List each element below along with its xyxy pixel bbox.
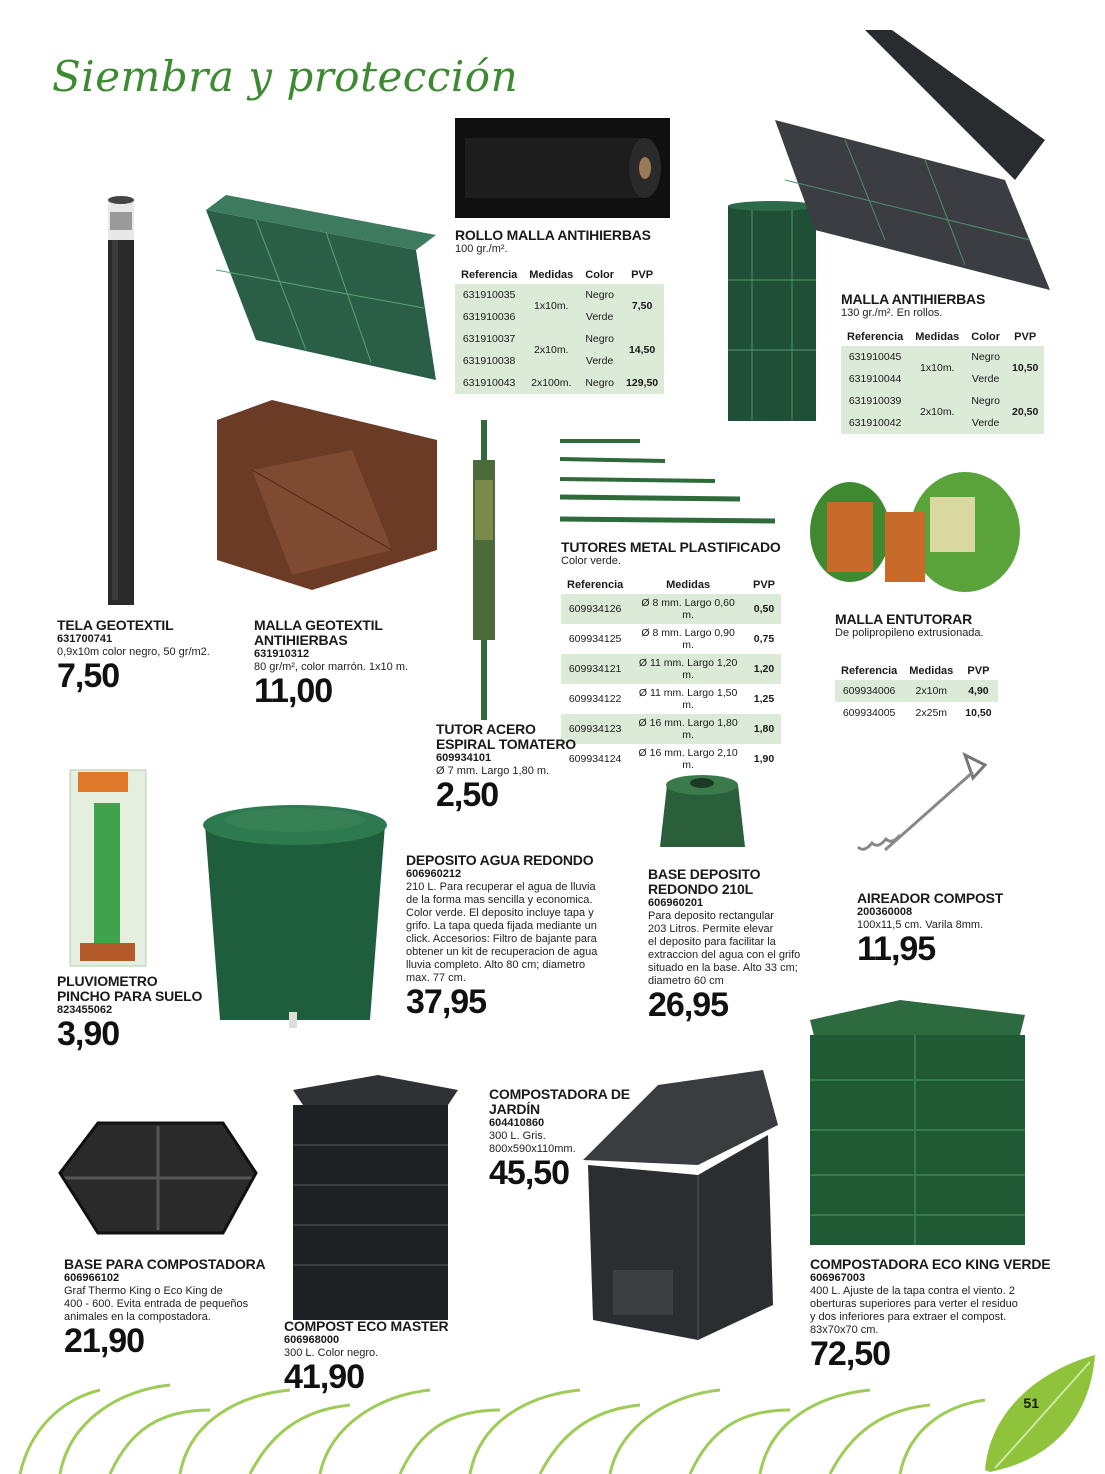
cell-size: Ø 11 mm. Largo 1,50 m. [638, 687, 738, 711]
product-tela-geotextil [57, 618, 247, 693]
cell-color: Negro [965, 346, 1006, 368]
spec-table [455, 266, 664, 394]
product-pluviometro [57, 974, 247, 1051]
desc-line: y dos inferiores para extraer el compost. [810, 1311, 1007, 1323]
cell-color: Verde [579, 350, 620, 372]
product-price: 26,95 [648, 986, 729, 1024]
product-price: 21,90 [64, 1322, 145, 1360]
product-desc: Ø 7 mm. Largo 1,80 m. [436, 765, 550, 777]
cell-size: 2x10m. [523, 328, 579, 372]
product-rollo-malla [455, 228, 670, 394]
cell-size: 2x10m. [909, 390, 965, 434]
col-header: Referencia [567, 579, 624, 591]
cell-ref: 609934124 [568, 753, 622, 765]
desc-line: animales en la compostadora. [64, 1311, 211, 1323]
col-header: Color [585, 269, 615, 281]
base-compostadora-image [58, 1118, 258, 1238]
malla-marron-image [212, 400, 437, 590]
desc-line: Color verde. El deposito incluye tapa y [406, 907, 594, 919]
cell-ref: 609934123 [561, 714, 629, 744]
base-deposito-image [655, 765, 750, 855]
product-name: MALLA ANTIHIERBAS [841, 291, 986, 307]
desc-line: 83x70x70 cm. [810, 1324, 879, 1336]
product-name: BASE DEPOSITO [648, 866, 761, 882]
product-ref: 823455062 [57, 1004, 113, 1016]
product-name-line2: REDONDO 210L [648, 881, 753, 897]
cell-price: 10,50 [1006, 346, 1044, 390]
table-row [455, 284, 664, 306]
cell-ref: 631910038 [455, 350, 523, 372]
col-header: PVP [631, 269, 654, 281]
col-header: Referencia [461, 269, 518, 281]
product-name-line2: ANTIHIERBAS [254, 632, 348, 648]
desc-line: 400 L. Ajuste de la tapa contra el viento. 2 [810, 1285, 1015, 1297]
desc-line: 400 - 600. Evita entrada de pequeños [64, 1298, 249, 1310]
table-row [561, 654, 781, 684]
desc-line: oberturas superiores para verter el residuo [810, 1298, 1018, 1310]
cell-color: Negro [579, 284, 620, 306]
product-aireador [857, 891, 1037, 966]
desc-line: 210 L. Para recuperar el agua de lluvia [406, 881, 596, 893]
tutores-metal-image [555, 435, 780, 527]
cell-ref: 631910035 [455, 284, 523, 306]
cell-price: 1,90 [753, 753, 775, 765]
product-ref: 200360008 [857, 906, 913, 918]
cell-ref: 631910036 [455, 306, 523, 328]
cell-size: Ø 11 mm. Largo 1,20 m. [629, 654, 747, 684]
product-price: 2,50 [436, 776, 499, 814]
table-row [835, 702, 998, 724]
product-ref: 609934101 [436, 752, 492, 764]
cell-price: 14,50 [620, 328, 664, 372]
cell-size: 2x10m [903, 680, 959, 702]
desc-line: 300 L. Gris. [489, 1130, 546, 1142]
product-ref: 606960212 [406, 868, 462, 880]
product-name: DEPOSITO AGUA REDONDO [406, 852, 594, 868]
product-name: TELA GEOTEXTIL [57, 617, 174, 633]
table-row [561, 624, 781, 654]
product-price: 72,50 [810, 1335, 891, 1373]
product-name: COMPOST ECO MASTER [284, 1318, 449, 1334]
product-desc: 300 L. Color negro. [284, 1347, 379, 1359]
aireador-compost-image [855, 750, 990, 880]
desc-line: el deposito para facilitar la [648, 936, 776, 948]
product-name: COMPOSTADORA ECO KING VERDE [810, 1256, 1051, 1272]
cell-ref: 631910042 [841, 412, 909, 434]
product-name: TUTORES METAL PLASTIFICADO [561, 539, 781, 555]
compost-eco-master-image [283, 1075, 463, 1325]
cell-ref: 609934121 [561, 654, 629, 684]
cell-price: 129,50 [620, 372, 664, 394]
cell-size: 1x10m. [909, 346, 965, 390]
product-name: MALLA GEOTEXTIL [254, 617, 383, 633]
col-header: Referencia [841, 665, 898, 677]
cell-size: Ø 8 mm. Largo 0,60 m. [629, 594, 747, 624]
cell-color: Verde [965, 412, 1006, 434]
col-header: PVP [1014, 331, 1037, 343]
desc-line: max. 77 cm. [406, 972, 466, 984]
product-name: COMPOSTADORA DE [489, 1086, 630, 1102]
product-ref: 631910312 [254, 648, 310, 660]
cell-ref: 609934126 [561, 594, 629, 624]
rollo-malla-image [455, 118, 670, 218]
malla-negra-roll-image [775, 30, 1050, 290]
spec-table [835, 662, 998, 724]
cell-price: 4,90 [959, 680, 997, 702]
desc-line: click. Accesorios: Filtro de bajante para [406, 933, 597, 945]
cell-ref: 609934122 [568, 693, 622, 705]
cell-color: Negro [579, 328, 620, 350]
product-price: 11,00 [254, 672, 333, 710]
pluviometro-image [68, 768, 148, 968]
product-ref: 606960201 [648, 897, 704, 909]
product-name: AIREADOR COMPOST [857, 890, 1004, 906]
product-base-deposito [648, 867, 828, 1022]
desc-line: obtener un kit de recuperacion de agua [406, 946, 598, 958]
cell-ref: 609934125 [568, 633, 622, 645]
cell-ref: 631910045 [841, 346, 909, 368]
product-name: PLUVIOMETRO [57, 973, 158, 989]
cell-color: Verde [965, 368, 1006, 390]
cell-size: 2x25m [915, 707, 948, 719]
desc-line: lluvia completo. Alto 80 cm; diametro [406, 959, 586, 971]
product-name-line2: PINCHO PARA SUELO [57, 988, 203, 1004]
cell-ref: 609934006 [835, 680, 903, 702]
cell-price: 1,25 [753, 693, 775, 705]
table-row [841, 390, 1044, 412]
cell-size: Ø 16 mm. Largo 2,10 m. [638, 747, 738, 771]
cell-ref: 631910043 [455, 372, 523, 394]
malla-entutorar-image [805, 462, 1020, 602]
col-header: Medidas [529, 269, 574, 281]
cell-size: 1x10m. [523, 284, 579, 328]
cell-price: 0,75 [753, 633, 775, 645]
product-name: ROLLO MALLA ANTIHIERBAS [455, 227, 651, 243]
grass-leaf-footer [0, 1340, 1105, 1474]
product-name: TUTOR ACERO [436, 721, 536, 737]
page-number: 51 [1023, 1395, 1039, 1411]
product-price: 11,95 [857, 930, 936, 968]
cell-size: 2x100m. [523, 372, 579, 394]
tela-geotextil-image [100, 190, 145, 615]
product-malla-entutorar [835, 612, 1035, 724]
desc-line: extraccion del agua con el grifo [648, 949, 801, 961]
desc-line: diametro 60 cm [648, 975, 724, 987]
desc-line: situado en la base. Alto 33 cm; [648, 962, 798, 974]
product-malla-antihierbas [841, 292, 1051, 434]
product-name: BASE PARA COMPOSTADORA [64, 1256, 266, 1272]
col-header: PVP [967, 665, 990, 677]
cell-ref: 631910044 [841, 368, 909, 390]
col-header: Medidas [915, 331, 960, 343]
product-desc: 80 gr/m², color marrón. 1x10 m. [254, 661, 409, 673]
product-desc: 100 gr./m². [455, 243, 508, 255]
product-ref: 606967003 [810, 1272, 866, 1284]
col-header: Referencia [847, 331, 904, 343]
cell-color: Verde [579, 306, 620, 328]
cell-size: Ø 8 mm. Largo 0,90 m. [641, 627, 735, 651]
product-deposito [406, 853, 606, 1019]
product-price: 7,50 [57, 657, 120, 695]
table-row [455, 328, 664, 350]
page-title: Siembra y protección [52, 52, 519, 101]
cell-price: 0,50 [747, 594, 781, 624]
col-header: PVP [752, 579, 775, 591]
product-ref: 631700741 [57, 633, 113, 645]
product-desc: 0,9x10m color negro, 50 gr/m2. [57, 646, 210, 658]
table-row [561, 594, 781, 624]
product-desc: 100x11,5 cm. Varila 8mm. [857, 919, 984, 931]
cell-price: 20,50 [1006, 390, 1044, 434]
col-header: Color [971, 331, 1001, 343]
malla-verde-roll-image [196, 190, 446, 380]
compostadora-eco-king-image [805, 1000, 1030, 1250]
cell-price: 10,50 [965, 707, 992, 719]
product-compostadora-jardin [489, 1087, 639, 1190]
cell-color: Negro [579, 372, 620, 394]
product-ref: 606966102 [64, 1272, 120, 1284]
desc-line: 203 Litros. Permite elevar [648, 923, 774, 935]
cell-ref: 631910039 [841, 390, 909, 412]
product-tutor-acero [436, 722, 626, 812]
product-name-line2: ESPIRAL TOMATERO [436, 736, 576, 752]
cell-price: 1,80 [747, 714, 781, 744]
desc-line: 800x590x110mm. [489, 1143, 576, 1155]
product-price: 45,50 [489, 1154, 570, 1192]
cell-color: Negro [965, 390, 1006, 412]
product-name-line2: JARDÍN [489, 1101, 540, 1117]
spec-table [841, 328, 1044, 434]
product-ref: 604410860 [489, 1117, 545, 1129]
product-price: 3,90 [57, 1015, 120, 1053]
product-price: 41,90 [284, 1358, 365, 1396]
table-row [561, 684, 781, 714]
product-malla-geotextil [254, 618, 444, 708]
cell-ref: 631910037 [455, 328, 523, 350]
desc-line: de la forma mas sencilla y economica. [406, 894, 593, 906]
product-desc: 130 gr./m². En rollos. [841, 307, 943, 319]
tutor-espiral-image [465, 420, 505, 720]
desc-line: Graf Thermo King o Eco King de [64, 1285, 223, 1297]
product-name: MALLA ENTUTORAR [835, 611, 972, 627]
desc-line: grifo. La tapa queda fijada mediante un [406, 920, 597, 932]
table-row [455, 372, 664, 394]
product-desc: De polipropileno extrusionada. [835, 627, 984, 639]
product-price: 37,95 [406, 983, 487, 1021]
product-ref: 606968000 [284, 1334, 340, 1346]
cell-price: 7,50 [620, 284, 664, 328]
product-desc: Color verde. [561, 555, 621, 567]
desc-line: Para deposito rectangular [648, 910, 774, 922]
cell-size: Ø 16 mm. Largo 1,80 m. [629, 714, 747, 744]
col-header: Medidas [666, 579, 711, 591]
table-row [835, 680, 998, 702]
table-row [841, 346, 1044, 368]
cell-ref: 609934005 [842, 707, 896, 719]
cell-price: 1,20 [747, 654, 781, 684]
col-header: Medidas [909, 665, 954, 677]
